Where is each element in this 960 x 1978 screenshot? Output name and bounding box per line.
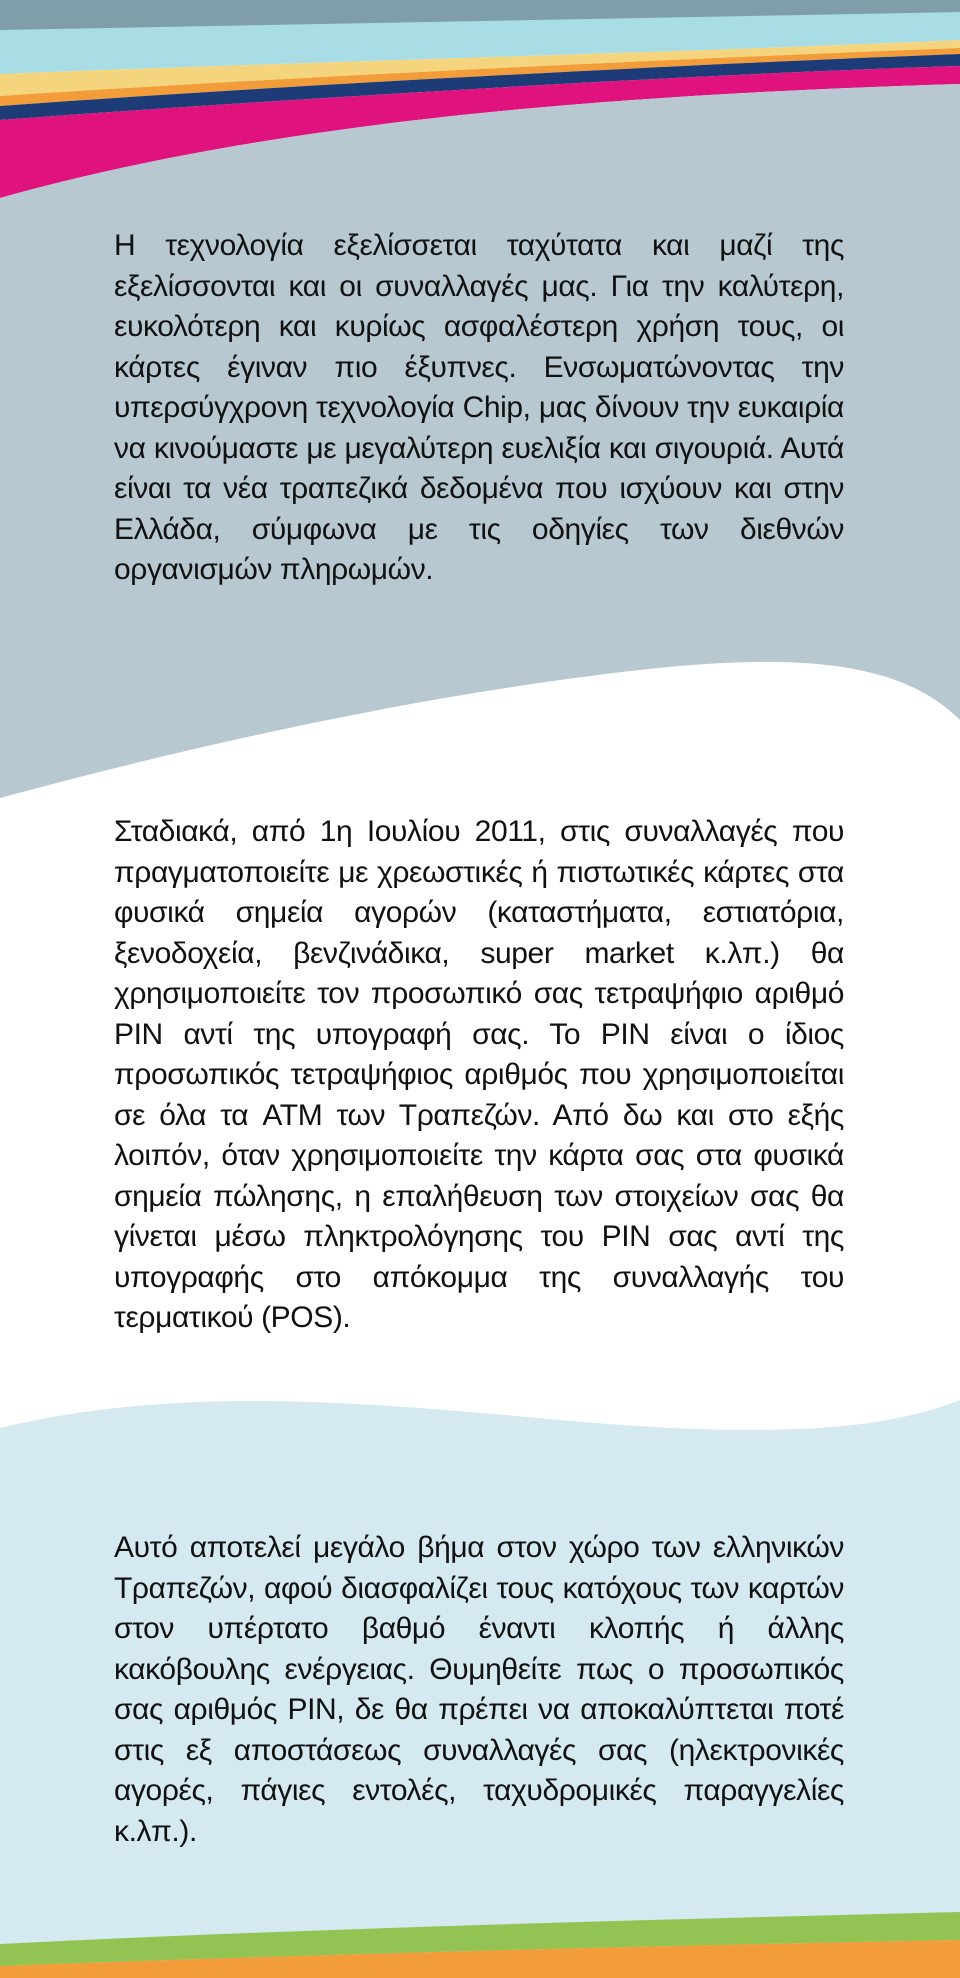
paragraph-pin-usage: Σταδιακά, από 1η Ιουλίου 2011, στις συναλλαγές που πραγματοποιείτε με χρεωστικές ή πιστωτικές κάρτες στα φυσικά σημεία αγορών (καταστήματα, εστιατόρια, ξενοδοχεία, βενζινάδικα, super market κ.λπ.) θα χρησιμοποιείτε τον προσωπικό σας τετραψήφιο αριθμό PIN αντί της υπογραφή σας. Το PIN είναι ο ίδιος προσωπικός τετραψήφιος αριθμός που χρησιμοποιείται σε όλα τα ATM των Τραπεζών. Από δω και στο εξής λοιπόν, όταν χρησιμοποιείτε την κάρτα σας στα φυσικά σημεία πώλησης, η επαλήθευση των στοιχείων σας θα γίνεται μέσω πληκτρολόγησης του PIN σας αντί της υπογραφής στο απόκομμα της συναλλαγής του τερματικού (POS). xyxy=(114,815,844,1334)
paragraph-intro: Η τεχνολογία εξελίσσεται ταχύτατα και μαζί της εξελίσσονται και οι συναλλαγές μας. Για την καλύτερη, ευκολότερη και κυρίως ασφαλέστερη χρήση τους, οι κάρτες έγιναν πιο έξυπνες. Ενσωματώνοντας την υπερσύγχρονη τεχνολογία Chip, μας δίνουν την ευκαιρία να κινούμαστε με μεγαλύτερη ευελιξία και σιγουριά. Αυτά είναι τα νέα τραπεζικά δεδομένα που ισχύουν και στην Ελλάδα, σύμφωνα με τις οδηγίες των διεθνών οργανισμών πληρωμών. xyxy=(114,229,844,586)
paragraph-security: Αυτό αποτελεί μεγάλο βήμα στον χώρο των ελληνικών Τραπεζών, αφού διασφαλίζει τους κατόχους των καρτών στον υπέρτατο βαθμό έναντι κλοπής ή άλλης κακόβουλης ενέργειας. Θυμηθείτε πως ο προσωπικός σας αριθμός PIN, δε θα πρέπει να αποκαλύπτεται ποτέ στις εξ αποστάσεως συναλλαγές σας (ηλεκτρονικές αγορές, πάγιες εντολές, ταχυδρομικές παραγγελίες κ.λπ.). xyxy=(114,1531,844,1848)
